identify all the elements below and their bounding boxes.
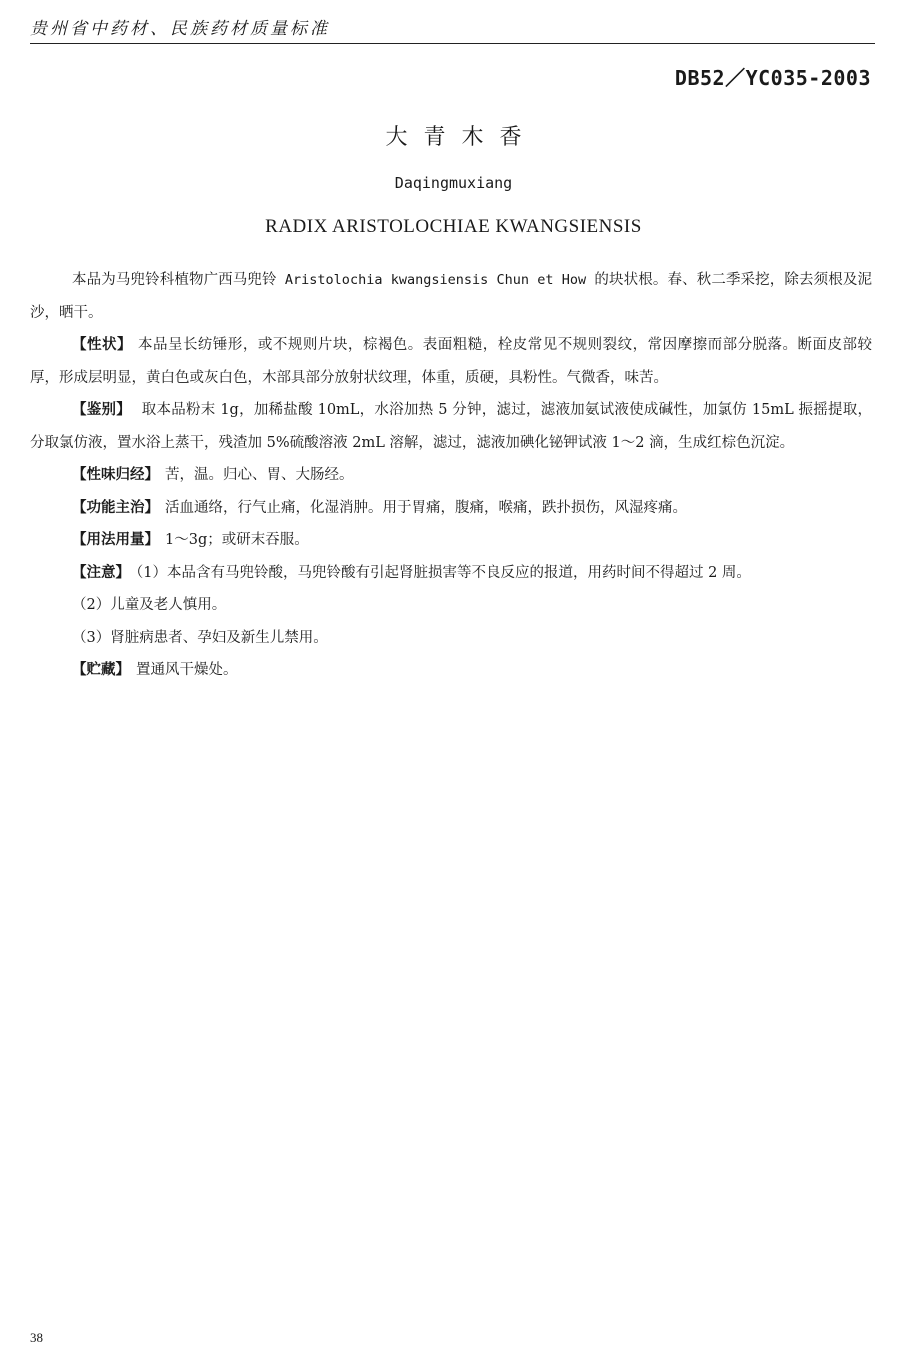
running-header-title: 贵州省中药材、民族药材质量标准 — [30, 19, 330, 39]
identification-paragraph — [30, 394, 872, 459]
nature-paragraph — [30, 459, 872, 492]
intro-text-1: 本品为马兜铃科植物广西马兜铃 — [72, 272, 277, 288]
caution-item-3: （3）肾脏病患者、孕妇及新生儿禁用。 — [72, 629, 328, 646]
intro-paragraph — [30, 264, 872, 329]
header-rule — [30, 43, 875, 44]
standard-number: DB52／YC035-2003 — [674, 66, 871, 90]
function-text: 活血通络，行气止痛，化湿消肿。用于胃痛，腹痛，喉痛，跌扑损伤，风湿疼痛。 — [165, 499, 687, 516]
caution-item-2: （2）儿童及老人慎用。 — [72, 597, 227, 613]
page-number: 38 — [30, 1330, 43, 1345]
storage-label: 【贮藏】 — [72, 662, 130, 678]
monograph-body — [30, 264, 872, 687]
character-text: 本品呈长纺锤形，或不规则片块，棕褐色。表面粗糙，栓皮常见不规则裂纹，常因摩擦而部分脱落。断面皮部较厚，形成层明显，黄白色或灰白色，木部具部分放射状纹理，体重，质硬，具粉性。气微香，味苦。 — [30, 337, 873, 386]
character-paragraph — [30, 329, 872, 394]
identification-text: 取本品粉末 1g，加稀盐酸 10mL，水浴加热 5 分钟，滤过，滤液加氨试液使成碱性，加氯仿 15mL 振摇提取，分取氯仿液，置水浴上蒸干，残渣加 5%硫酸溶液 2mL 溶解，滤过，滤液加碘化铋钾试液 1～2 滴，生成红棕色沉淀。 — [30, 402, 872, 451]
function-label: 【功能主治】 — [72, 499, 159, 516]
intro-text-2: 的块状根。春、秋二季采挖，除去须根及泥沙，晒干。 — [30, 272, 873, 321]
nature-label: 【性味归经】 — [72, 467, 159, 483]
usage-label: 【用法用量】 — [72, 532, 159, 548]
nature-text: 苦，温。归心、胃、大肠经。 — [165, 467, 354, 483]
title-chinese: 大青木香 — [385, 125, 538, 150]
title-latin: RADIX ARISTOLOCHIAE KWANGSIENSIS — [265, 216, 642, 237]
caution-item-2-paragraph — [30, 589, 872, 622]
intro-latin-name: Aristolochia kwangsiensis Chun et How — [276, 272, 595, 288]
caution-paragraph — [30, 557, 872, 590]
caution-item-1: （1）本品含有马兜铃酸，马兜铃酸有引起肾脏损害等不良反应的报道，用药时间不得超过 2 周。 — [136, 564, 751, 581]
identification-label: 【鉴别】 — [72, 402, 131, 418]
usage-paragraph — [30, 524, 872, 557]
character-label: 【性状】 — [72, 337, 132, 353]
function-paragraph — [30, 492, 872, 525]
storage-paragraph — [30, 654, 872, 687]
caution-item-3-paragraph — [30, 622, 872, 655]
usage-text: 1～3g；或研末吞服。 — [165, 532, 309, 548]
title-pinyin: Daqingmuxiang — [394, 174, 513, 192]
caution-label: 【注意】 — [72, 564, 130, 581]
storage-text: 置通风干燥处。 — [136, 662, 238, 678]
